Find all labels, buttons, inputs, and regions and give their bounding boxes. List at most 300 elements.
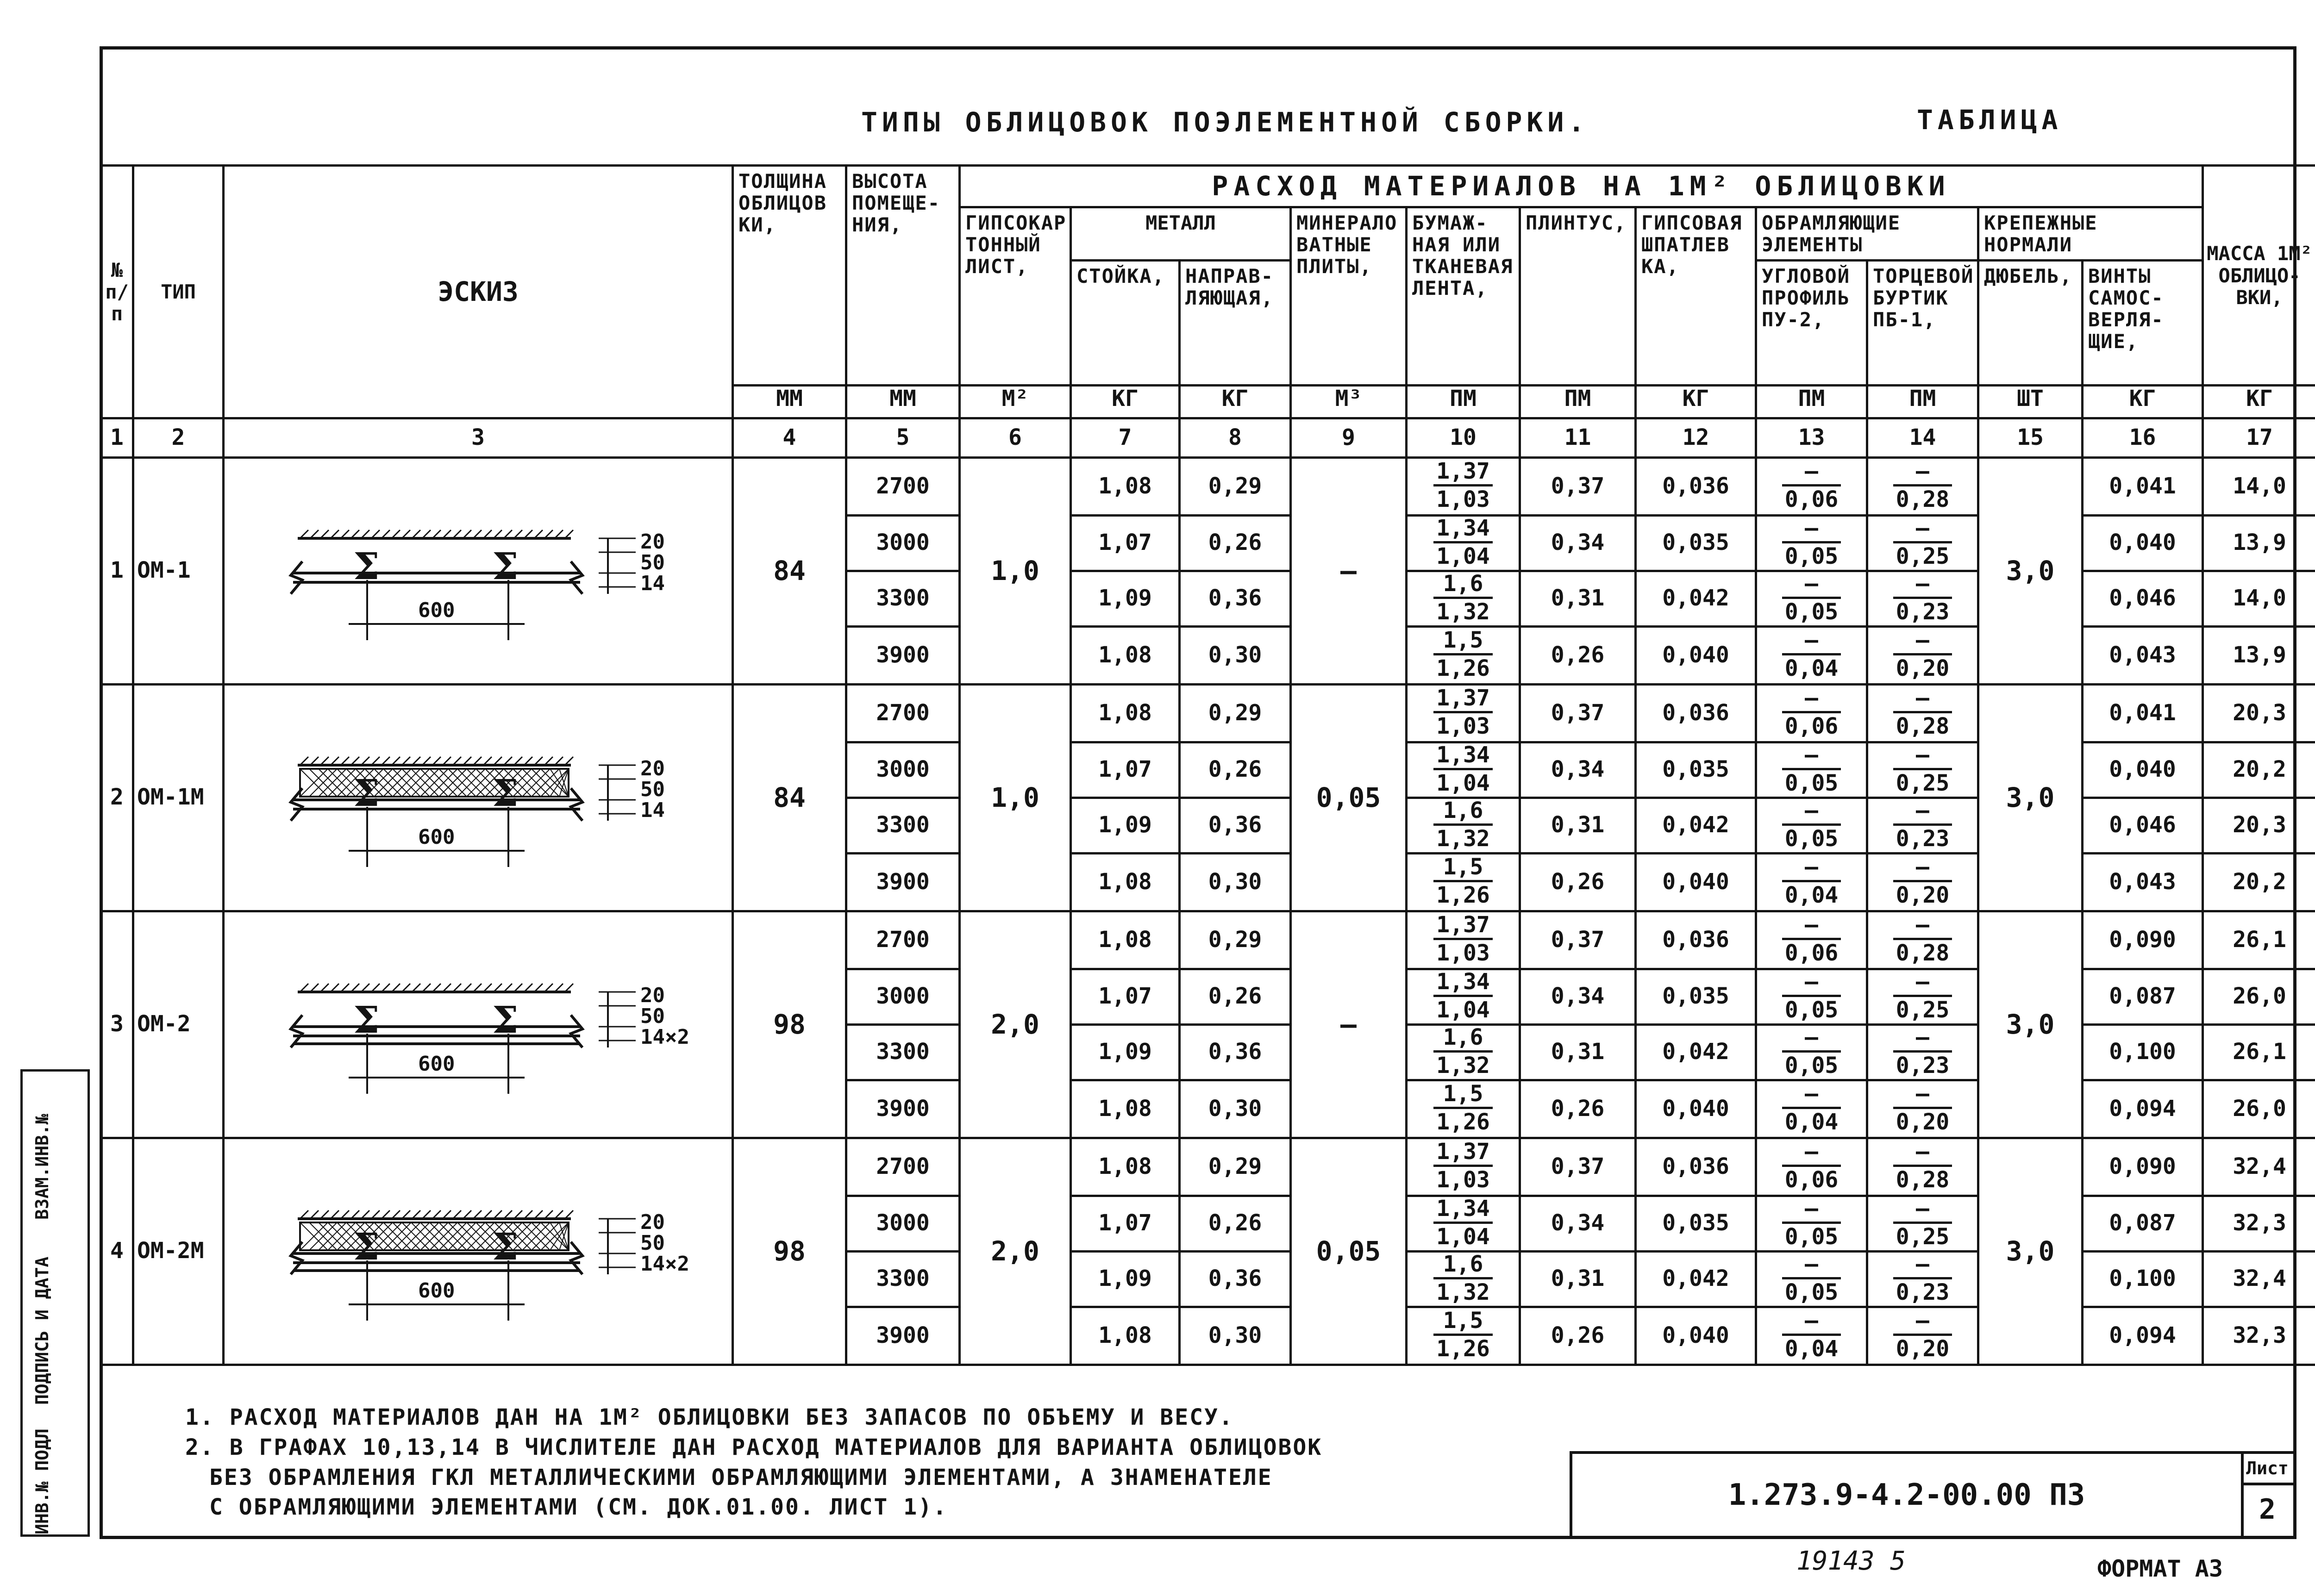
lenta-value-fraction — [1433, 517, 1493, 567]
tortsevoy-value-denominator: 0,23 — [1896, 825, 1950, 852]
uglovoy-value-denominator: 0,06 — [1784, 940, 1839, 966]
unit-cell: ПМ — [1407, 386, 1520, 418]
uglovoy-value-denominator: 0,04 — [1784, 882, 1839, 909]
uglovoy-value-fraction — [1782, 1309, 1841, 1360]
vinty-value: 0,094 — [2083, 1307, 2203, 1365]
napr-value: 0,30 — [1180, 853, 1291, 911]
uglovoy-value-fraction — [1782, 744, 1841, 794]
tortsevoy-value-numerator: — — [1893, 971, 1952, 997]
lenta-value-denominator: 1,26 — [1436, 1336, 1490, 1362]
dyubel-value: 3,0 — [1978, 911, 2083, 1138]
lenta-value-fraction — [1433, 1141, 1493, 1191]
thickness-dimension: 20 — [640, 530, 665, 554]
document-code: 1.273.9-4.2-00.00 ПЗ — [1572, 1454, 2244, 1536]
lenta-value-denominator: 1,03 — [1436, 713, 1490, 740]
lenta-value-denominator: 1,04 — [1436, 770, 1490, 796]
sketch-cell — [224, 684, 733, 911]
lenta-value-fraction — [1433, 573, 1493, 623]
lenta-value-fraction — [1433, 629, 1493, 680]
stoyka-value: 1,08 — [1071, 684, 1180, 742]
tortsevoy-value-denominator: 0,23 — [1896, 1052, 1950, 1079]
unit-cell: ШТ — [1978, 386, 2083, 418]
row-number: 3 — [101, 911, 133, 1138]
lenta-value — [1407, 457, 1520, 515]
lenta-value — [1407, 1024, 1520, 1080]
tortsevoy-value-fraction — [1893, 1083, 1952, 1133]
unit-cell: ММ — [846, 386, 960, 418]
vinty-value: 0,087 — [2083, 969, 2203, 1024]
sketch-cell — [224, 457, 733, 684]
uglovoy-value — [1756, 742, 1867, 798]
lenta-value-numerator: 1,6 — [1433, 1253, 1493, 1279]
row-number: 2 — [101, 684, 133, 911]
uglovoy-value — [1756, 798, 1867, 853]
plintus-value: 0,31 — [1520, 571, 1636, 626]
tortsevoy-value-fraction — [1893, 1309, 1952, 1360]
span-dimension: 600 — [418, 825, 455, 849]
tortsevoy-value-numerator: — — [1893, 1197, 1952, 1224]
tortsevoy-value — [1867, 798, 1978, 853]
tortsevoy-value-numerator: — — [1893, 1083, 1952, 1109]
tortsevoy-value-denominator: 0,25 — [1896, 543, 1950, 569]
mineral-value: 0,05 — [1291, 1138, 1407, 1365]
napr-value: 0,36 — [1180, 571, 1291, 626]
unit-cell: КГ — [1180, 386, 1291, 418]
type-code: ОМ-2М — [133, 1138, 224, 1365]
uglovoy-value-denominator: 0,05 — [1784, 1223, 1839, 1250]
thickness-value: 84 — [733, 457, 846, 684]
side-label-zam: ВЗАМ.ИНВ.№ — [32, 1114, 52, 1220]
plintus-value: 0,34 — [1520, 1196, 1636, 1251]
stoyka-value: 1,07 — [1071, 742, 1180, 798]
massa-value: 13,9 — [2203, 626, 2315, 684]
sketch-cell — [224, 911, 733, 1138]
lenta-value-fraction — [1433, 914, 1493, 964]
lenta-value-numerator: 1,34 — [1433, 1197, 1493, 1224]
table-row — [101, 684, 2315, 742]
col-number: 1 — [101, 418, 133, 457]
type-code: ОМ-1 — [133, 457, 224, 684]
col-number: 13 — [1756, 418, 1867, 457]
table-row — [101, 1138, 2315, 1196]
lenta-value-numerator: 1,37 — [1433, 687, 1493, 713]
tortsevoy-value-numerator: — — [1893, 1026, 1952, 1053]
lenta-value-denominator: 1,32 — [1436, 825, 1490, 852]
gkl-value: 1,0 — [960, 684, 1071, 911]
uglovoy-value-fraction — [1782, 854, 1841, 909]
uglovoy-value-fraction — [1782, 1141, 1841, 1191]
tortsevoy-value-denominator: 0,25 — [1896, 997, 1950, 1023]
vinty-value: 0,040 — [2083, 515, 2203, 571]
lenta-value-denominator: 1,32 — [1436, 1279, 1490, 1305]
vinty-value: 0,100 — [2083, 1024, 2203, 1080]
svg-text:Σ: Σ — [492, 998, 519, 1042]
unit-cell: ПМ — [1756, 386, 1867, 418]
tortsevoy-value — [1867, 853, 1978, 911]
shpatlevka-value: 0,042 — [1636, 1251, 1756, 1307]
tortsevoy-value — [1867, 571, 1978, 626]
massa-value: 14,0 — [2203, 571, 2315, 626]
uglovoy-value — [1756, 911, 1867, 969]
massa-value: 32,4 — [2203, 1138, 2315, 1196]
lenta-value-fraction — [1433, 1083, 1493, 1133]
lenta-value — [1407, 1080, 1520, 1138]
stoyka-value: 1,08 — [1071, 457, 1180, 515]
stoyka-value: 1,07 — [1071, 515, 1180, 571]
height-value: 3900 — [846, 1080, 960, 1138]
lenta-value-numerator: 1,37 — [1433, 1141, 1493, 1167]
uglovoy-value-fraction — [1782, 629, 1841, 680]
uglovoy-value-fraction — [1782, 517, 1841, 567]
uglovoy-value-numerator: — — [1782, 460, 1841, 486]
lenta-value — [1407, 1307, 1520, 1365]
stoyka-value: 1,08 — [1071, 853, 1180, 911]
uglovoy-value — [1756, 1138, 1867, 1196]
tortsevoy-value-fraction — [1893, 1197, 1952, 1248]
massa-value: 26,0 — [2203, 969, 2315, 1024]
unit-cell: М² — [960, 386, 1071, 418]
note-line: 2. В ГРАФАХ 10,13,14 В ЧИСЛИТЕЛЕ ДАН РАСХОД МАТЕРИАЛОВ ДЛЯ ВАРИАНТА ОБЛИЦОВОК — [185, 1434, 1323, 1460]
lenta-value-numerator: 1,34 — [1433, 971, 1493, 997]
lenta-value-denominator: 1,26 — [1436, 655, 1490, 682]
uglovoy-value-numerator: — — [1782, 1141, 1841, 1167]
col-number: 14 — [1867, 418, 1978, 457]
format-label: ФОРМАТ А3 — [2097, 1555, 2223, 1582]
napr-value: 0,30 — [1180, 1080, 1291, 1138]
plintus-value: 0,26 — [1520, 1307, 1636, 1365]
thickness-dimension: 50 — [640, 1004, 665, 1029]
uglovoy-value-fraction — [1782, 1083, 1841, 1133]
massa-value: 32,4 — [2203, 1251, 2315, 1307]
uglovoy-value — [1756, 1196, 1867, 1251]
stoyka-value: 1,07 — [1071, 969, 1180, 1024]
unit-cell: КГ — [1636, 386, 1756, 418]
stoyka-value: 1,09 — [1071, 798, 1180, 853]
row-number: 1 — [101, 457, 133, 684]
svg-text:Σ: Σ — [353, 771, 380, 815]
vinty-value: 0,041 — [2083, 457, 2203, 515]
dyubel-value: 3,0 — [1978, 1138, 2083, 1365]
type-code: ОМ-2 — [133, 911, 224, 1138]
lenta-value-fraction — [1433, 1197, 1493, 1248]
lenta-value — [1407, 853, 1520, 911]
uglovoy-value-fraction — [1782, 971, 1841, 1021]
thickness-dimension: 14 — [640, 572, 665, 596]
plintus-value: 0,26 — [1520, 853, 1636, 911]
mineral-value: 0,05 — [1291, 684, 1407, 911]
span-dimension: 600 — [418, 598, 455, 623]
height-value: 3900 — [846, 853, 960, 911]
height-value: 3900 — [846, 1307, 960, 1365]
shpatlevka-value: 0,035 — [1636, 515, 1756, 571]
mineral-value: — — [1291, 911, 1407, 1138]
napr-value: 0,29 — [1180, 911, 1291, 969]
note-line: 1. РАСХОД МАТЕРИАЛОВ ДАН НА 1М² ОБЛИЦОВКИ БЕЗ ЗАПАСОВ ПО ОБЪЕМУ И ВЕСУ. — [185, 1404, 1234, 1430]
tortsevoy-value — [1867, 742, 1978, 798]
massa-value: 20,2 — [2203, 742, 2315, 798]
shpatlevka-value: 0,036 — [1636, 1138, 1756, 1196]
side-label-inv: ИНВ.№ ПОДЛ — [32, 1428, 52, 1534]
plintus-value: 0,34 — [1520, 515, 1636, 571]
napr-value: 0,29 — [1180, 684, 1291, 742]
lenta-value-fraction — [1433, 1253, 1493, 1303]
thickness-dimension: 14×2 — [640, 1025, 689, 1049]
height-value: 3900 — [846, 626, 960, 684]
uglovoy-value-denominator: 0,04 — [1784, 1109, 1839, 1135]
height-value: 3000 — [846, 969, 960, 1024]
lenta-value — [1407, 571, 1520, 626]
vinty-value: 0,043 — [2083, 626, 2203, 684]
tortsevoy-value-denominator: 0,25 — [1896, 1223, 1950, 1250]
col-number: 17 — [2203, 418, 2315, 457]
uglovoy-value-numerator: — — [1782, 1309, 1841, 1336]
uglovoy-value-denominator: 0,05 — [1784, 770, 1839, 796]
mineral-value: — — [1291, 457, 1407, 684]
tortsevoy-value-fraction — [1893, 1253, 1952, 1303]
col-header-n: № п/п — [101, 166, 133, 418]
lenta-value — [1407, 1196, 1520, 1251]
lenta-value-numerator: 1,5 — [1433, 629, 1493, 655]
lenta-value-numerator: 1,34 — [1433, 744, 1493, 770]
plintus-value: 0,37 — [1520, 1138, 1636, 1196]
massa-value: 32,3 — [2203, 1196, 2315, 1251]
shpatlevka-value: 0,040 — [1636, 1307, 1756, 1365]
stoyka-value: 1,08 — [1071, 1080, 1180, 1138]
table-row — [101, 911, 2315, 969]
uglovoy-value — [1756, 1024, 1867, 1080]
tortsevoy-value — [1867, 1024, 1978, 1080]
uglovoy-value-numerator: — — [1782, 573, 1841, 599]
shpatlevka-value: 0,036 — [1636, 684, 1756, 742]
uglovoy-value-numerator: — — [1782, 856, 1841, 882]
tortsevoy-value-fraction — [1893, 914, 1952, 964]
height-value: 2700 — [846, 457, 960, 515]
col-header-type: ТИП — [133, 166, 224, 418]
uglovoy-value-fraction — [1782, 1253, 1841, 1303]
napr-value: 0,36 — [1180, 1251, 1291, 1307]
uglovoy-value-numerator: — — [1782, 687, 1841, 713]
lenta-value-denominator: 1,03 — [1436, 940, 1490, 966]
col-header-plintus: ПЛИНТУС, — [1520, 207, 1636, 386]
unit-cell: М³ — [1291, 386, 1407, 418]
uglovoy-value-numerator: — — [1782, 799, 1841, 826]
lenta-value-denominator: 1,32 — [1436, 1052, 1490, 1079]
thickness-value: 98 — [733, 911, 846, 1138]
plintus-value: 0,26 — [1520, 626, 1636, 684]
lenta-value — [1407, 515, 1520, 571]
uglovoy-value — [1756, 969, 1867, 1024]
tortsevoy-value-denominator: 0,28 — [1896, 486, 1950, 513]
massa-value: 32,3 — [2203, 1307, 2315, 1365]
uglovoy-value-denominator: 0,06 — [1784, 486, 1839, 513]
thickness-value: 84 — [733, 684, 846, 911]
vinty-value: 0,090 — [2083, 1138, 2203, 1196]
tortsevoy-value — [1867, 969, 1978, 1024]
plintus-value: 0,37 — [1520, 684, 1636, 742]
uglovoy-value-fraction — [1782, 685, 1841, 740]
vinty-value: 0,046 — [2083, 798, 2203, 853]
tortsevoy-value-numerator: — — [1893, 914, 1952, 940]
stoyka-value: 1,08 — [1071, 626, 1180, 684]
sketch-cell — [224, 1138, 733, 1365]
shpatlevka-value: 0,035 — [1636, 969, 1756, 1024]
vinty-value: 0,100 — [2083, 1251, 2203, 1307]
tortsevoy-value-fraction — [1893, 629, 1952, 680]
stoyka-value: 1,09 — [1071, 571, 1180, 626]
col-number: 3 — [224, 418, 733, 457]
unit-cell: КГ — [1071, 386, 1180, 418]
col-number: 12 — [1636, 418, 1756, 457]
massa-value: 26,0 — [2203, 1080, 2315, 1138]
shpatlevka-value: 0,040 — [1636, 853, 1756, 911]
lenta-value — [1407, 742, 1520, 798]
lenta-value-denominator: 1,04 — [1436, 997, 1490, 1023]
tortsevoy-value-fraction — [1893, 1026, 1952, 1077]
sheet-number: 2 — [2259, 1493, 2276, 1526]
span-dimension: 600 — [418, 1279, 455, 1303]
svg-text:Σ: Σ — [353, 1225, 380, 1269]
tortsevoy-value — [1867, 626, 1978, 684]
lenta-value-denominator: 1,03 — [1436, 486, 1490, 513]
plintus-value: 0,34 — [1520, 742, 1636, 798]
lenta-value-denominator: 1,04 — [1436, 543, 1490, 569]
thickness-dimension: 14×2 — [640, 1252, 689, 1276]
uglovoy-value-denominator: 0,06 — [1784, 713, 1839, 740]
thickness-dimension: 14 — [640, 798, 665, 823]
tortsevoy-value-numerator: — — [1893, 460, 1952, 486]
uglovoy-value — [1756, 515, 1867, 571]
unit-cell: ММ — [733, 386, 846, 418]
stoyka-value: 1,09 — [1071, 1251, 1180, 1307]
gkl-value: 1,0 — [960, 457, 1071, 684]
thickness-dimension: 50 — [640, 551, 665, 575]
plintus-value: 0,31 — [1520, 1251, 1636, 1307]
uglovoy-value-fraction — [1782, 914, 1841, 964]
title-block — [1570, 1451, 2296, 1539]
tortsevoy-value-fraction — [1893, 744, 1952, 794]
tortsevoy-value — [1867, 1196, 1978, 1251]
plintus-value: 0,37 — [1520, 911, 1636, 969]
height-value: 3300 — [846, 1251, 960, 1307]
dyubel-value: 3,0 — [1978, 684, 2083, 911]
unit-cell: КГ — [2083, 386, 2203, 418]
uglovoy-value-denominator: 0,05 — [1784, 543, 1839, 569]
table-row — [101, 457, 2315, 515]
lenta-value-denominator: 1,03 — [1436, 1167, 1490, 1193]
uglovoy-value-numerator: — — [1782, 517, 1841, 543]
uglovoy-value-denominator: 0,05 — [1784, 598, 1839, 625]
napr-value: 0,26 — [1180, 515, 1291, 571]
lenta-value-numerator: 1,5 — [1433, 1309, 1493, 1336]
row-number: 4 — [101, 1138, 133, 1365]
napr-value: 0,26 — [1180, 742, 1291, 798]
handwritten-number: 19143 5 — [1796, 1546, 1906, 1576]
lenta-value-numerator: 1,37 — [1433, 460, 1493, 486]
stoyka-value: 1,08 — [1071, 1307, 1180, 1365]
col-number: 15 — [1978, 418, 2083, 457]
table-label: ТАБЛИЦА — [1917, 104, 2063, 136]
lenta-value-numerator: 1,6 — [1433, 573, 1493, 599]
col-header-tortsevoy: ТОРЦЕВОЙ БУРТИК ПБ-1, — [1867, 261, 1978, 386]
col-number: 8 — [1180, 418, 1291, 457]
sheet-label: Лист — [2241, 1454, 2294, 1485]
shpatlevka-value: 0,035 — [1636, 1196, 1756, 1251]
gkl-value: 2,0 — [960, 911, 1071, 1138]
thickness-dimension: 20 — [640, 984, 665, 1008]
uglovoy-value-numerator: — — [1782, 629, 1841, 655]
unit-cell: КГ — [2203, 386, 2315, 418]
lenta-value — [1407, 969, 1520, 1024]
tortsevoy-value-fraction — [1893, 573, 1952, 623]
svg-text:Σ: Σ — [492, 544, 519, 588]
lenta-value — [1407, 1251, 1520, 1307]
notes-block — [185, 1403, 1322, 1522]
thickness-dimension: 50 — [640, 778, 665, 802]
shpatlevka-value: 0,042 — [1636, 1024, 1756, 1080]
tortsevoy-value-numerator: — — [1893, 856, 1952, 882]
massa-value: 20,2 — [2203, 853, 2315, 911]
col-header-mineral: МИНЕРАЛО ВАТНЫЕ ПЛИТЫ, — [1291, 207, 1407, 386]
tortsevoy-value-fraction — [1893, 799, 1952, 850]
tortsevoy-value — [1867, 1307, 1978, 1365]
uglovoy-value — [1756, 1251, 1867, 1307]
wall-section-sketch — [247, 487, 710, 654]
vinty-value: 0,087 — [2083, 1196, 2203, 1251]
massa-value: 20,3 — [2203, 684, 2315, 742]
lenta-value — [1407, 911, 1520, 969]
col-number: 9 — [1291, 418, 1407, 457]
plintus-value: 0,31 — [1520, 798, 1636, 853]
shpatlevka-value: 0,040 — [1636, 626, 1756, 684]
plintus-value: 0,34 — [1520, 969, 1636, 1024]
col-header-metal: МЕТАЛЛ — [1071, 207, 1291, 261]
tortsevoy-value-numerator: — — [1893, 1141, 1952, 1167]
col-number: 10 — [1407, 418, 1520, 457]
napr-value: 0,36 — [1180, 798, 1291, 853]
tortsevoy-value — [1867, 1138, 1978, 1196]
tortsevoy-value — [1867, 911, 1978, 969]
uglovoy-value — [1756, 626, 1867, 684]
tortsevoy-value-fraction — [1893, 685, 1952, 740]
col-header-dyubel: ДЮБЕЛЬ, — [1978, 261, 2083, 386]
lenta-value-fraction — [1433, 460, 1493, 511]
uglovoy-value — [1756, 571, 1867, 626]
uglovoy-value-fraction — [1782, 573, 1841, 623]
lenta-value-numerator: 1,34 — [1433, 517, 1493, 543]
tortsevoy-value-numerator: — — [1893, 799, 1952, 826]
thickness-dimension: 20 — [640, 757, 665, 781]
lenta-value-denominator: 1,32 — [1436, 598, 1490, 625]
col-header-shpatlevka: ГИПСОВАЯ ШПАТЛЕВ КА, — [1636, 207, 1756, 386]
col-header-fasteners: КРЕПЕЖНЫЕ НОРМАЛИ — [1978, 207, 2203, 261]
note-line: С ОБРАМЛЯЮЩИМИ ЭЛЕМЕНТАМИ (СМ. ДОК.01.00. ЛИСТ 1). — [209, 1494, 948, 1521]
lenta-value-fraction — [1433, 685, 1493, 740]
uglovoy-value — [1756, 1307, 1867, 1365]
height-value: 2700 — [846, 684, 960, 742]
lenta-value-fraction — [1433, 744, 1493, 794]
height-value: 3000 — [846, 1196, 960, 1251]
lenta-value — [1407, 798, 1520, 853]
uglovoy-value — [1756, 457, 1867, 515]
tortsevoy-value — [1867, 684, 1978, 742]
unit-cell: ПМ — [1867, 386, 1978, 418]
tortsevoy-value — [1867, 1251, 1978, 1307]
uglovoy-value-numerator: — — [1782, 1026, 1841, 1053]
col-header-framing: ОБРАМЛЯЮЩИЕ ЭЛЕМЕНТЫ — [1756, 207, 1978, 261]
uglovoy-value-denominator: 0,04 — [1784, 655, 1839, 682]
dyubel-value: 3,0 — [1978, 457, 2083, 684]
tortsevoy-value-numerator: — — [1893, 573, 1952, 599]
